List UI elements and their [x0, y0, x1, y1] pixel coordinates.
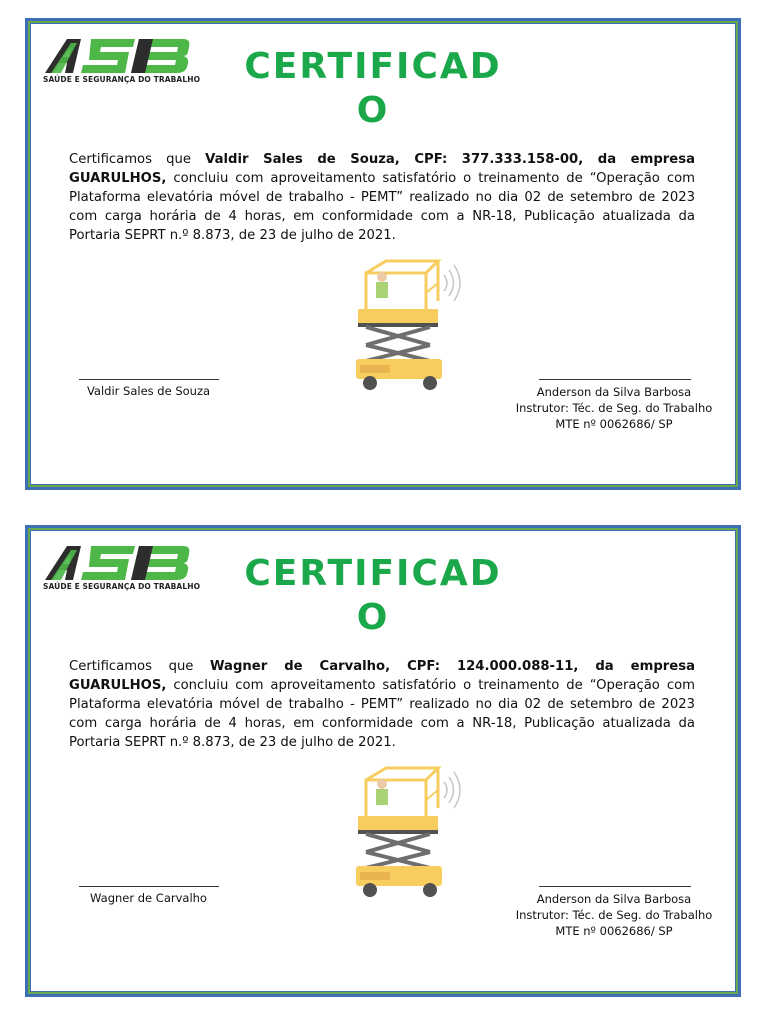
instructor-signature-block — [514, 379, 714, 432]
instructor-role: Instrutor: Téc. de Seg. do Trabalho — [515, 401, 713, 415]
instructor-name: Anderson da Silva Barbosa — [536, 385, 692, 399]
body-intro: Certificamos que — [69, 659, 210, 674]
body-rest: concluiu com aproveitamento satisfatório o treinamento de “Operação com Plataforma elevatória móvel de trabalho - PEMT” realizado no dia 02 de setembro de 2023 com carga horária de 4 horas, em conformidade com a NR-18, Publicação atualizada da Portaria SEPRT n.º 8.873, de 23 de julho de 2021. — [69, 678, 695, 750]
instructor-name: Anderson da Silva Barbosa — [536, 892, 692, 906]
student-name: Valdir Sales de Souza — [86, 384, 211, 398]
company-logo — [43, 35, 208, 87]
logo-subtitle: SAÚDE E SEGURANÇA DO TRABALHO — [43, 582, 201, 591]
certificate-body — [69, 150, 695, 245]
logo-subtitle: SAÚDE E SEGURANÇA DO TRABALHO — [43, 75, 201, 84]
body-student-details: Valdir Sales de Souza, CPF: 377.333.158-00, da empresa GUARULHOS, — [69, 152, 695, 186]
signature-line — [79, 379, 219, 380]
instructor-registration: MTE nº 0062686/ SP — [555, 417, 673, 431]
student-signature-block — [76, 379, 221, 398]
asb-logo-icon — [43, 35, 193, 75]
body-intro: Certificamos que — [69, 152, 206, 167]
scissor-lift-illustration — [326, 760, 476, 900]
signature-line — [539, 379, 691, 380]
asb-logo-icon — [43, 542, 193, 582]
certificate-title: CERTIFICADO — [244, 46, 502, 131]
body-student-details: Wagner de Carvalho, CPF: 124.000.088-11, da empresa GUARULHOS, — [69, 659, 695, 693]
student-signature-block — [76, 886, 221, 905]
scissor-lift-illustration — [326, 253, 476, 393]
signature-line — [79, 886, 219, 887]
body-rest: concluiu com aproveitamento satisfatório o treinamento de “Operação com Plataforma elevatória móvel de trabalho - PEMT” realizado no dia 02 de setembro de 2023 com carga horária de 4 horas, em conformidade com a NR-18, Publicação atualizada da Portaria SEPRT n.º 8.873, de 23 de julho de 2021. — [69, 171, 695, 243]
certificate-1 — [25, 18, 741, 490]
certificate-title: CERTIFICADO — [244, 553, 502, 638]
company-logo — [43, 542, 208, 594]
certificate-body — [69, 657, 695, 752]
instructor-signature-block — [514, 886, 714, 939]
student-name: Wagner de Carvalho — [90, 891, 207, 905]
instructor-registration: MTE nº 0062686/ SP — [555, 924, 673, 938]
instructor-role: Instrutor: Téc. de Seg. do Trabalho — [515, 908, 713, 922]
certificate-2 — [25, 525, 741, 997]
signature-line — [539, 886, 691, 887]
